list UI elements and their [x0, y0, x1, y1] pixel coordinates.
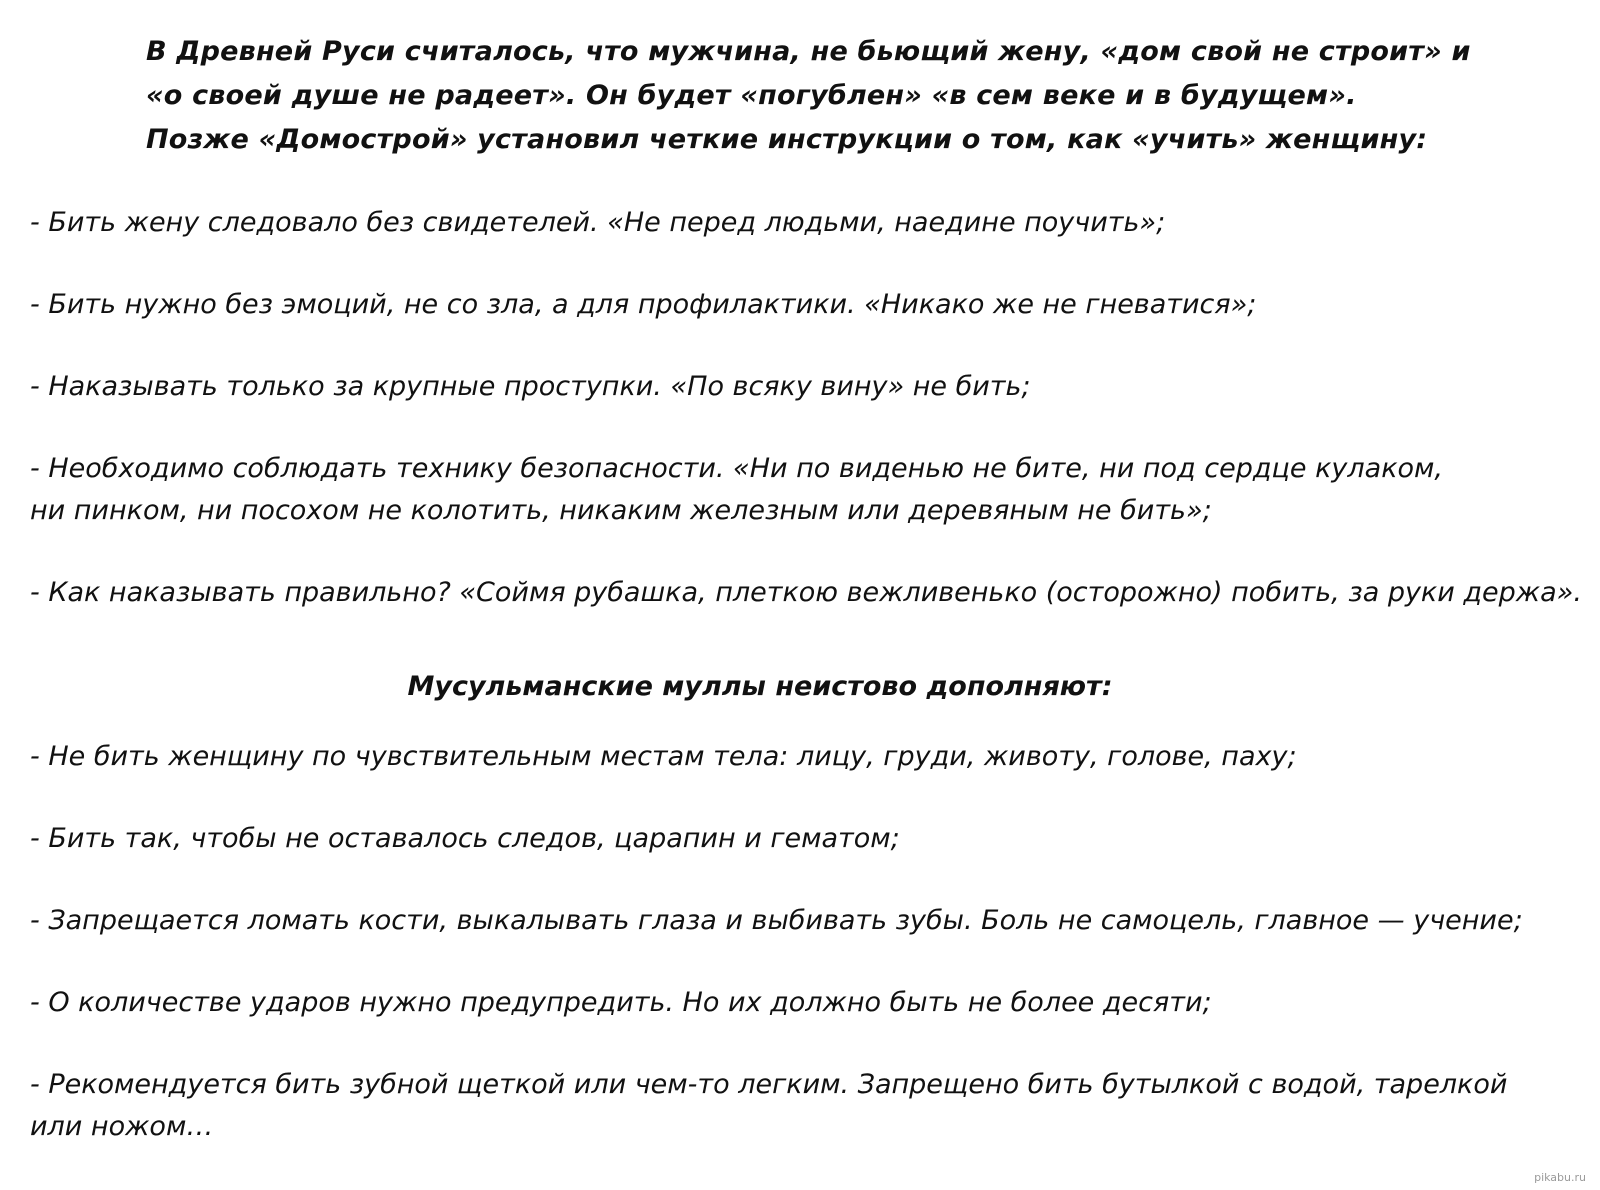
domostroy-rule: [30, 366, 1590, 408]
rule-text: - Наказывать только за крупные проступки. «По всяку вину» не бить;: [30, 371, 1031, 402]
watermark: pikabu.ru: [1534, 1171, 1586, 1184]
domostroy-rule: [30, 448, 1590, 532]
mullah-rule: [30, 736, 1590, 778]
mullah-rule: [30, 900, 1590, 942]
rule-text: или ножом…: [30, 1111, 214, 1142]
intro-line: Позже «Домострой» установил четкие инструкции о том, как «учить» женщину:: [146, 124, 1428, 155]
rule-text: - Рекомендуется бить зубной щеткой или чем-то легким. Запрещено бить бутылкой с водой, тарелкой: [30, 1069, 1508, 1100]
rule-text: - Как наказывать правильно? «Соймя рубашка, плеткою вежливенько (осторожно) побить, за руки держа».: [30, 577, 1582, 608]
mullah-rule: [30, 1064, 1590, 1148]
intro-paragraph: [146, 30, 1566, 162]
intro-line: «о своей душе не радеет». Он будет «погублен» «в сем веке и в будущем».: [146, 80, 1357, 111]
domostroy-rule: [30, 284, 1590, 326]
rule-text: - Необходимо соблюдать технику безопасности. «Ни по виденью не бите, ни под сердце кулаком,: [30, 453, 1443, 484]
rule-text: - О количестве ударов нужно предупредить. Но их должно быть не более десяти;: [30, 987, 1212, 1018]
section-heading: Мусульманские муллы неистово дополняют:: [407, 671, 1113, 702]
rule-text: - Не бить женщину по чувствительным местам тела: лицу, груди, животу, голове, паху;: [30, 741, 1297, 772]
mullah-rule: [30, 818, 1590, 860]
rule-text: - Запрещается ломать кости, выкалывать глаза и выбивать зубы. Боль не самоцель, главное — учение;: [30, 905, 1523, 936]
domostroy-rule: [30, 572, 1590, 614]
rule-text: - Бить нужно без эмоций, не со зла, а для профилактики. «Никако же не гневатися»;: [30, 289, 1257, 320]
rule-text: - Бить жену следовало без свидетелей. «Не перед людьми, наедине поучить»;: [30, 207, 1166, 238]
domostroy-rule: [30, 202, 1590, 244]
rule-text: - Бить так, чтобы не оставалось следов, царапин и гематом;: [30, 823, 900, 854]
intro-line: В Древней Руси считалось, что мужчина, не бьющий жену, «дом свой не строит» и: [146, 36, 1471, 67]
mullah-rule: [30, 982, 1590, 1024]
rule-text: ни пинком, ни посохом не колотить, никаким железным или деревяным не бить»;: [30, 495, 1212, 526]
